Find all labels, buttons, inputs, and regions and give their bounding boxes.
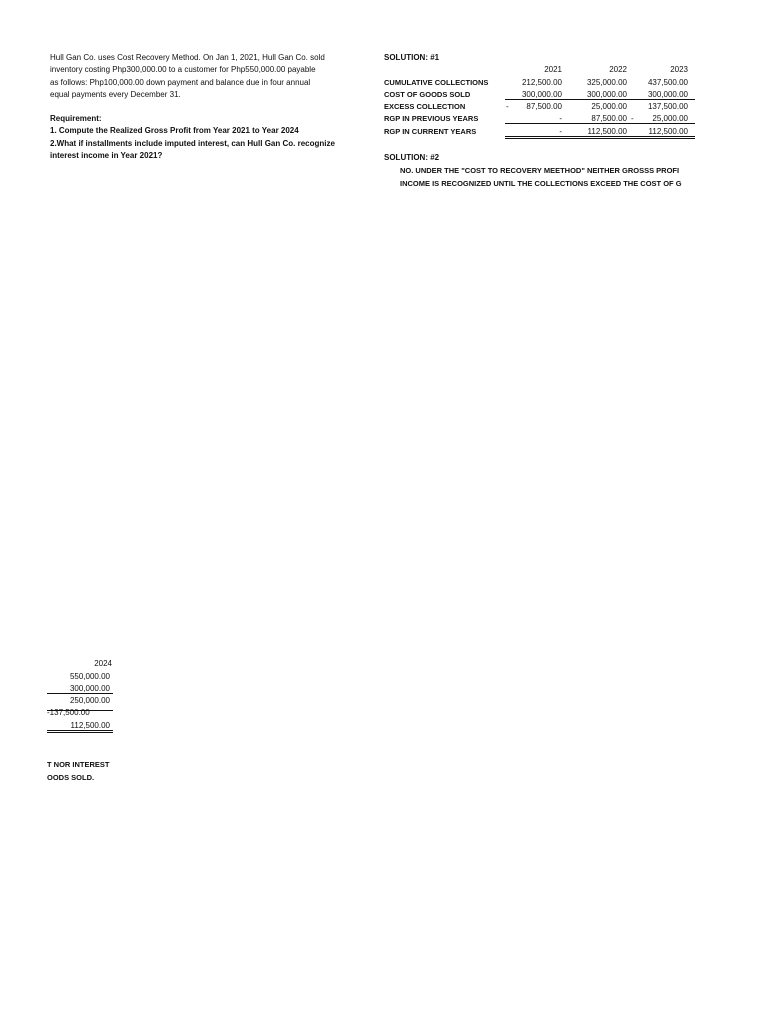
value: 300,000.00	[647, 90, 688, 99]
value: 87,500.00	[591, 114, 627, 123]
cell-2021-rgp-previous	[505, 114, 567, 124]
solution-1-title: SOLUTION: #1	[384, 53, 440, 62]
minus-sign: -	[506, 102, 509, 111]
requirement-label: Requirement:	[50, 114, 102, 123]
minus-sign: -	[631, 114, 634, 123]
cell-2023-rgp-current	[632, 127, 695, 139]
cell-2021-cumulative: 212,500.00	[521, 78, 562, 87]
solution-2-line2: INCOME IS RECOGNIZED UNTIL THE COLLECTIONS EXCEED THE COST OF G	[400, 179, 682, 188]
problem-line: inventory costing Php300,000.00 to a customer for Php550,000.00 payable	[50, 65, 316, 75]
value: 112,500.00	[70, 721, 110, 730]
cell-2023-cogs	[632, 90, 695, 100]
cell-2022-cumulative: 325,000.00	[586, 78, 627, 87]
cell-2022-rgp-current	[567, 127, 632, 139]
year-header-2022: 2022	[609, 65, 627, 74]
cell-2021-excess: 87,500.00	[526, 102, 562, 111]
value: 112,500.00	[587, 127, 627, 136]
value: 300,000.00	[586, 90, 627, 99]
row-label-rgp-previous: RGP IN PREVIOUS YEARS	[384, 114, 479, 123]
cell-2023-rgp-previous	[632, 114, 695, 124]
row-label-rgp-current: RGP IN CURRENT YEARS	[384, 127, 477, 136]
cell-2024-rgp-previous: -137,500.00	[47, 708, 90, 717]
year-header-2021: 2021	[544, 65, 562, 74]
column-2023-clip	[632, 76, 695, 146]
row-label-cogs: COST OF GOODS SOLD	[384, 90, 471, 99]
problem-statement	[50, 52, 350, 102]
cell-2021-rgp-current	[505, 127, 567, 139]
solution-2-title: SOLUTION: #2	[384, 153, 440, 162]
problem-line: Hull Gan Co. uses Cost Recovery Method. On Jan 1, 2021, Hull Gan Co. sold	[50, 53, 325, 62]
requirements-block	[50, 113, 350, 163]
year-header-2023: 2023	[670, 65, 688, 74]
cell-2023-excess: 137,500.00	[647, 102, 688, 111]
solution-2-line2-continued: OODS SOLD.	[47, 773, 95, 782]
cell-2024-excess: 250,000.00	[69, 696, 110, 705]
value: 300,000.00	[521, 90, 562, 99]
value: 300,000.00	[69, 684, 110, 693]
cell-2023-cumulative: 437,500.00	[647, 78, 688, 87]
cell-2022-rgp-previous	[567, 114, 632, 124]
cell-2024-cogs	[47, 684, 113, 694]
cell-2024-cumulative: 550,000.00	[69, 672, 110, 681]
cell-2022-cogs	[567, 90, 632, 100]
value: -	[559, 114, 562, 123]
year-header-2024: 2024	[94, 659, 112, 668]
requirement-2-line2: interest income in Year 2021?	[50, 151, 163, 161]
value: 25,000.00	[652, 114, 688, 123]
value: -	[559, 127, 562, 136]
cell-2021-cogs	[505, 90, 567, 100]
requirement-1: 1. Compute the Realized Gross Profit from Year 2021 to Year 2024	[50, 126, 299, 136]
requirement-2-line1: 2.What if installments include imputed interest, can Hull Gan Co. recognize	[50, 138, 335, 148]
problem-line: equal payments every December 31.	[50, 90, 181, 100]
value: 112,500.00	[648, 127, 688, 136]
row-label-cumulative: CUMULATIVE COLLECTIONS	[384, 78, 489, 87]
cell-2024-rgp-current	[47, 721, 113, 733]
cell-2022-excess: 25,000.00	[591, 102, 627, 111]
solution-2-line1-continued: T NOR INTEREST	[47, 760, 110, 769]
row-label-excess: EXCESS COLLECTION	[384, 102, 466, 111]
underline	[47, 710, 113, 711]
solution-2-line1: NO. UNDER THE "COST TO RECOVERY MEETHOD" NEITHER GROSSS PROFI	[400, 166, 680, 175]
problem-line: as follows: Php100,000.00 down payment and balance due in four annual	[50, 77, 311, 87]
